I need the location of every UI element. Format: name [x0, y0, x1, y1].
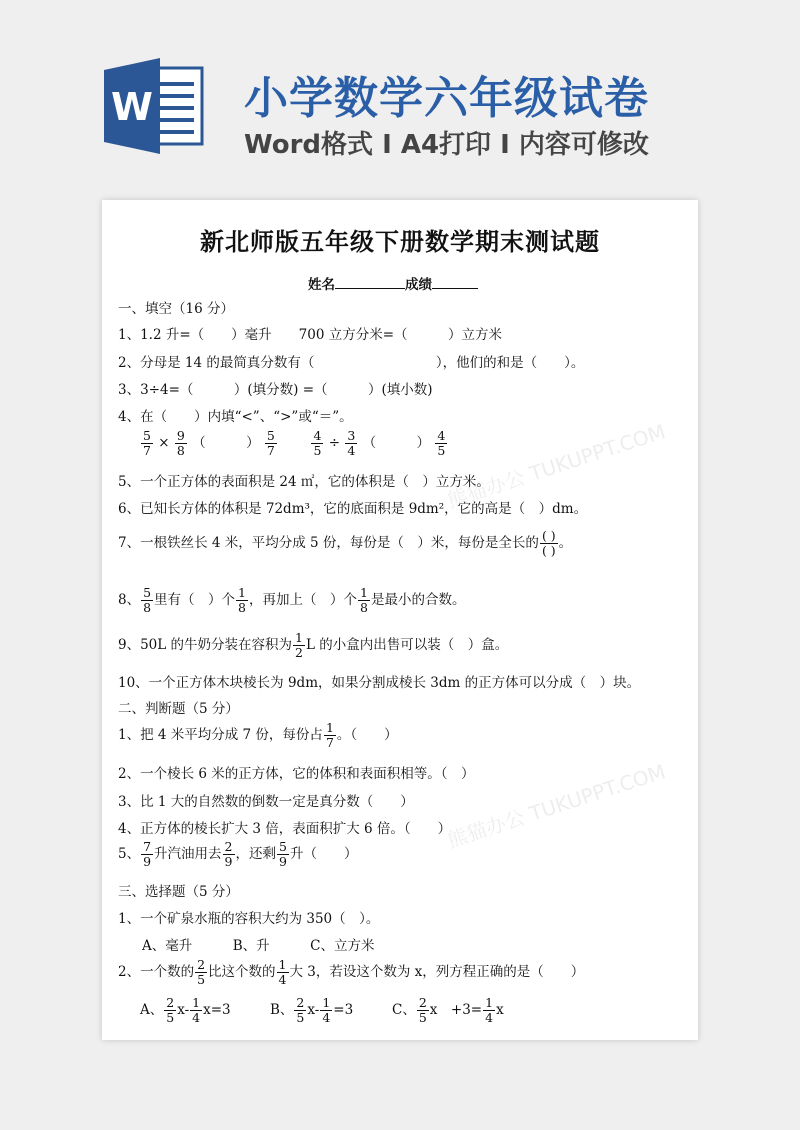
- fraction: $\frac{1}{8}$: [238, 585, 246, 615]
- question: [118, 529, 572, 558]
- operator: ×: [158, 435, 170, 451]
- logo-letter: W: [111, 85, 153, 129]
- fraction: $\frac{1}{8}$: [360, 585, 368, 615]
- fraction: $\frac{1}{7}$: [325, 720, 334, 750]
- banner-title: 小学数学六年级试卷: [244, 73, 649, 124]
- question: 9、50L 的牛奶分装在容积为 $\frac{1}{2}$ L 的小盒内出售可以装（ ）盒。: [118, 630, 509, 660]
- fraction: $\frac{5}{7}$: [266, 428, 275, 458]
- question: 2、一个棱长 6 米的正方体，它的体积和表面积相等。（ ）: [118, 766, 475, 782]
- question: 10、一个正方体木块棱长为 9dm，如果分割成棱长 3dm 的正方体可以分成（ ）块。: [118, 675, 641, 691]
- score-label: 成绩: [405, 277, 432, 293]
- name-blank[interactable]: [335, 276, 405, 289]
- question: 8、 $\frac{5}{8}$ 里有（ ）个 $\frac{1}{8}$ ，再加上（ ）个 $\frac{1}{8}$ 是最小的合数。: [118, 585, 466, 615]
- banner-header: [0, 0, 800, 190]
- watermark: 熊猫办公 TUKUPPT.COM: [444, 759, 669, 853]
- fraction: $\frac{4}{5}$: [313, 428, 322, 458]
- exam-paper: [102, 200, 698, 1040]
- paper-title: 新北师版五年级下册数学期末测试题: [200, 227, 600, 256]
- question: 1、把 4 米平均分成 7 份，每份占 $\frac{1}{7}$ 。（ ）: [118, 720, 398, 750]
- fraction: $\frac{3}{4}$: [347, 428, 356, 458]
- question: 4、在（ ）内填“<”、“>”或“＝”。: [118, 409, 353, 425]
- compare-row: [140, 429, 448, 458]
- question: 2、一个数的 $\frac{2}{5}$ 比这个数的 $\frac{1}{4}$ 大 3，若设这个数为 x，列方程正确的是（ ）: [118, 957, 585, 987]
- question-text: 。: [558, 535, 573, 551]
- blank-fraction[interactable]: ( ) ( ): [541, 528, 556, 558]
- option-c[interactable]: C、 $\frac{2}{5}$ x +3= $\frac{1}{4}$ x: [392, 995, 504, 1025]
- question: 3、比 1 大的自然数的倒数一定是真分数（ ）: [118, 794, 414, 810]
- fraction: $\frac{5}{7}$: [143, 428, 151, 458]
- question-text: 7、一根铁丝长 4 米，平均分成 5 份，每份是（ ）米，每份是全长的: [118, 535, 539, 551]
- operator: ÷: [328, 435, 341, 451]
- fraction: $\frac{5}{8}$: [143, 585, 152, 615]
- choice-options: A、毫升 B、升 C、立方米: [142, 938, 375, 954]
- section-heading: 三、选择题（5 分）: [118, 884, 239, 900]
- answer-blank[interactable]: （ ）: [362, 435, 431, 451]
- option-b[interactable]: B、 $\frac{2}{5}$ x- $\frac{1}{4}$ =3: [270, 995, 354, 1025]
- question: 1、一个矿泉水瓶的容积大约为 350（ ）。: [118, 911, 380, 927]
- fraction: $\frac{1}{2}$: [295, 630, 303, 660]
- fraction: $\frac{1}{4}$: [278, 957, 287, 987]
- banner-subtitle: Word格式 I A4打印 I 内容可修改: [244, 130, 649, 160]
- watermark: 熊猫办公 TUKUPPT.COM: [444, 419, 669, 513]
- fraction: $\frac{7}{9}$: [143, 839, 152, 869]
- fraction: $\frac{9}{8}$: [176, 428, 185, 458]
- question: 6、已知长方体的体积是 72dm³，它的底面积是 9dm²，它的高是（ ）dm。: [118, 501, 588, 517]
- fraction: $\frac{4}{5}$: [437, 428, 446, 458]
- question: 1、1.2 升=（ ）毫升 700 立方分米=（ ）立方米: [118, 327, 503, 343]
- name-score-row: [308, 273, 478, 293]
- option-a[interactable]: A、 $\frac{2}{5}$ x- $\frac{1}{4}$ x=3: [140, 995, 231, 1025]
- question: 2、分母是 14 的最简真分数有（ ），他们的和是（ ）。: [118, 355, 585, 371]
- section-heading: 二、判断题（5 分）: [118, 701, 239, 717]
- question: 4、正方体的棱长扩大 3 倍，表面积扩大 6 倍。（ ）: [118, 821, 452, 837]
- answer-blank[interactable]: （ ）: [192, 435, 260, 451]
- score-blank[interactable]: [432, 276, 478, 289]
- fraction: $\frac{2}{9}$: [224, 839, 233, 869]
- question: 3、3÷4=（ ）(填分数) =（ ）(填小数): [118, 382, 433, 398]
- fraction: $\frac{5}{9}$: [279, 839, 287, 869]
- question: 5、 $\frac{7}{9}$ 升汽油用去 $\frac{2}{9}$ ，还剩 $\frac{5}{9}$ 升（ ）: [118, 839, 358, 869]
- section-heading: 一、填空（16 分）: [118, 301, 234, 317]
- name-label: 姓名: [308, 277, 335, 293]
- question: 5、一个正方体的表面积是 24 ㎡，它的体积是（ ）立方米。: [118, 474, 490, 490]
- word-logo-icon: [104, 58, 204, 154]
- fraction: $\frac{2}{5}$: [197, 957, 206, 987]
